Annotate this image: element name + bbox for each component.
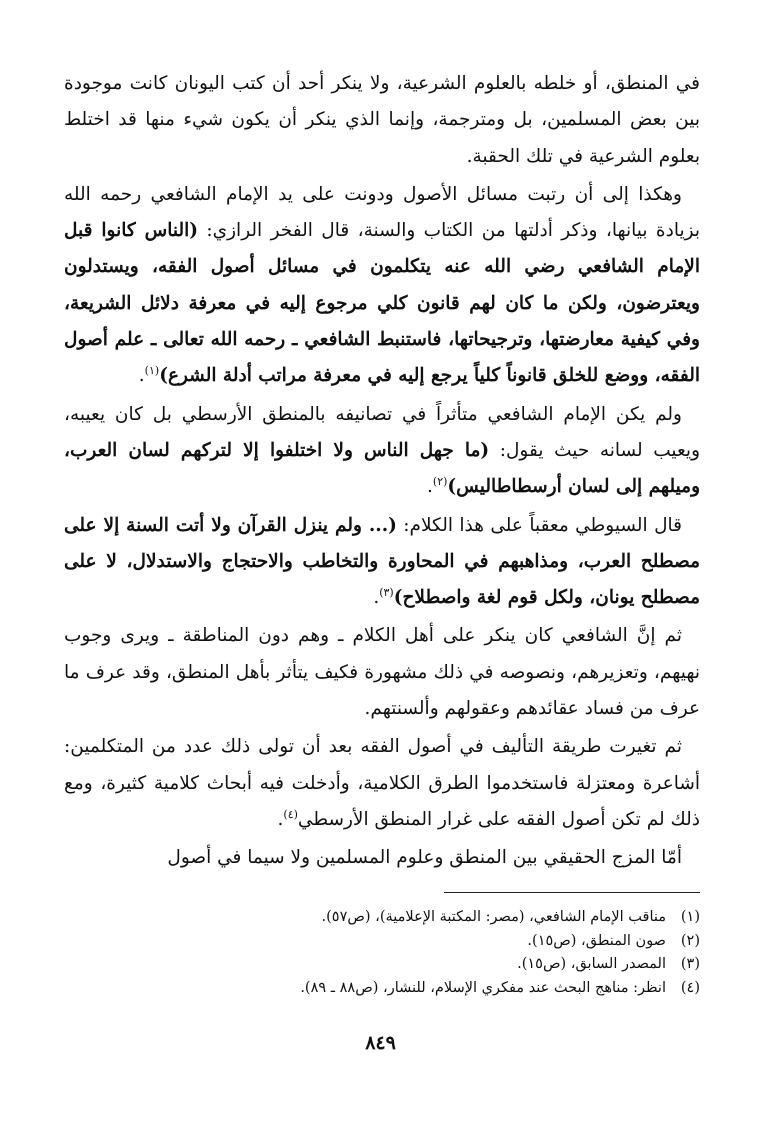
paragraph-3: ولم يكن الإمام الشافعي متأثراً في تصانيفه بالمنطق الأرسطي بل كان يعيبه، ويعيب لسانه حيث يقول: (ما جهل الناس ولا اختلفوا إلا لتركهم لسان العرب، وميلهم إلى لسان أرسطاطاليس)$^{(٢)}$. [64,403,701,498]
paragraph-text: ثم تغيرت طريقة التأليف في أصول الفقه بعد أن تولى ذلك عدد من المتكلمين: أشاعرة ومعتزلة فاستخدموا الطرق الكلامية، وأدخلت فيه أبحاث كلامية كثيرة، ومع ذلك لم تكن أصول الفقه على غرار المنطق الأرسطي [64,736,700,830]
paragraph-text: أمّا المزج الحقيقي بين المنطق وعلوم المسلمين ولا سيما في أصول [167,847,682,869]
footnote-text: صون المنطق، (ص١٥). [527,932,666,949]
footnote-3 [64,953,700,977]
footnote-ref-2[interactable]: (٢) [432,475,448,489]
footnote-separator [444,892,700,893]
paragraph-5 [64,618,700,727]
footnote-number: (٤) [680,979,700,996]
paragraph-tail: . [373,587,380,609]
paragraph-6 [64,729,700,838]
quotation-razi: (الناس كانوا قبل الإمام الشافعي رضي الله عنه يتكلمون في مسائل أصول الفقه، ويستدلون ويعترضون، ولكن ما كان لهم قانون كلي مرجوع إليه في معرفة دلائل الشريعة، وفي كيفية معارضتها، وترجيحاتها، فاستنبط الشافعي ـ رحمه الله تعالى ـ علم أصول الفقه، ووضع للخلق قانوناً كلياً يرجع إليه في معرفة مراتب أدلة الشرع) [64,220,700,387]
paragraph-1 [64,66,700,175]
footnotes [64,906,700,1000]
footnote-number: (١) [680,909,700,925]
paragraph-7 [64,840,700,876]
paragraph-text: وهكذا إلى أن رتبت مسائل الأصول ودونت على يد الإمام الشافعي رحمه الله بزيادة بيانها، وذكر أدلتها من الكتاب والسنة، قال الفخر الرازي: [64,183,700,242]
quotation-shafii: (ما جهل الناس ولا اختلفوا إلا لتركهم لسان العرب، وميلهم إلى لسان أرسطاطاليس) [64,439,700,498]
footnote-1 [64,906,700,930]
footnote-number: (٢) [680,932,700,949]
page-number: ٨٤٩ [365,1032,396,1054]
paragraph-text: في المنطق، أو خلطه بالعلوم الشرعية، ولا ينكر أحد أن كتب اليونان كانت موجودة بين بعض المسلمين، بل ومترجمة، وإنما الذي ينكر أن يكون شيء منها قد اختلط بعلوم الشرعية في تلك الحقبة. [64,73,700,167]
paragraph-text: ولم يكن الإمام الشافعي متأثراً في تصانيفه بالمنطق الأرسطي بل كان يعيبه، ويعيب لسانه حيث يقول: [64,403,701,461]
quotation-suyuti: (... ولم ينزل القرآن ولا أتت السنة إلا على مصطلح العرب، ومذاهبهم في المحاورة والتخاطب والاحتجاج والاستدلال، لا على مصطلح يونان، ولكل قوم لغة واصطلاح) [64,514,700,609]
footnote-4 [64,977,700,1001]
paragraph-2: وهكذا إلى أن رتبت مسائل الأصول ودونت على يد الإمام الشافعي رحمه الله بزيادة بيانها، وذكر أدلتها من الكتاب والسنة، قال الفخر الرازي: (الناس كانوا قبل الإمام الشافعي رضي الله عنه يتكلمون في مسائل أصول الفقه، ويستدلون ويعترضون، ولكن ما كان لهم قانون كلي مرجوع إليه في معرفة دلائل الشريعة، وفي كيفية معارضتها، وترجيحاتها، فاستنبط الشافعي ـ رحمه الله تعالى ـ علم أصول الفقه، ووضع للخلق قانوناً كلياً يرجع إليه في معرفة مراتب أدلة الشرع)$^{(١)}$. [64,183,700,387]
paragraph-text: قال السيوطي معقباً على هذا الكلام: [396,514,682,536]
footnote-text: مناقب الإمام الشافعي، (مصر: المكتبة الإعلامية)، (ص٥٧). [321,909,666,925]
footnote-2 [64,930,700,954]
paragraph-tail: . [277,808,284,830]
footnote-number: (٣) [680,956,700,972]
paragraph-4 [64,508,700,617]
paragraph-text: ثم إنَّ الشافعي كان ينكر على أهل الكلام ـ وهم دون المناطقة ـ ويرى وجوب نهيهم، وتعزيرهم، ونصوصه في ذلك مشهورة فكيف يتأثر بأهل المنطق، وقد عرف ما عرف من فساد عقائدهم وعقولهم وألسنتهم. [64,625,700,720]
footnote-ref-1[interactable]: (١) [144,364,160,378]
footnote-ref-4[interactable]: (٤) [283,807,298,821]
footnote-ref-3[interactable]: (٣) [379,586,394,599]
main-text [64,66,700,877]
footnote-text: انظر: مناهج البحث عند مفكري الإسلام، للنشار، (ص٨٨ ـ ٨٩). [300,979,666,996]
footnote-text: المصدر السابق، (ص١٥). [517,956,666,972]
